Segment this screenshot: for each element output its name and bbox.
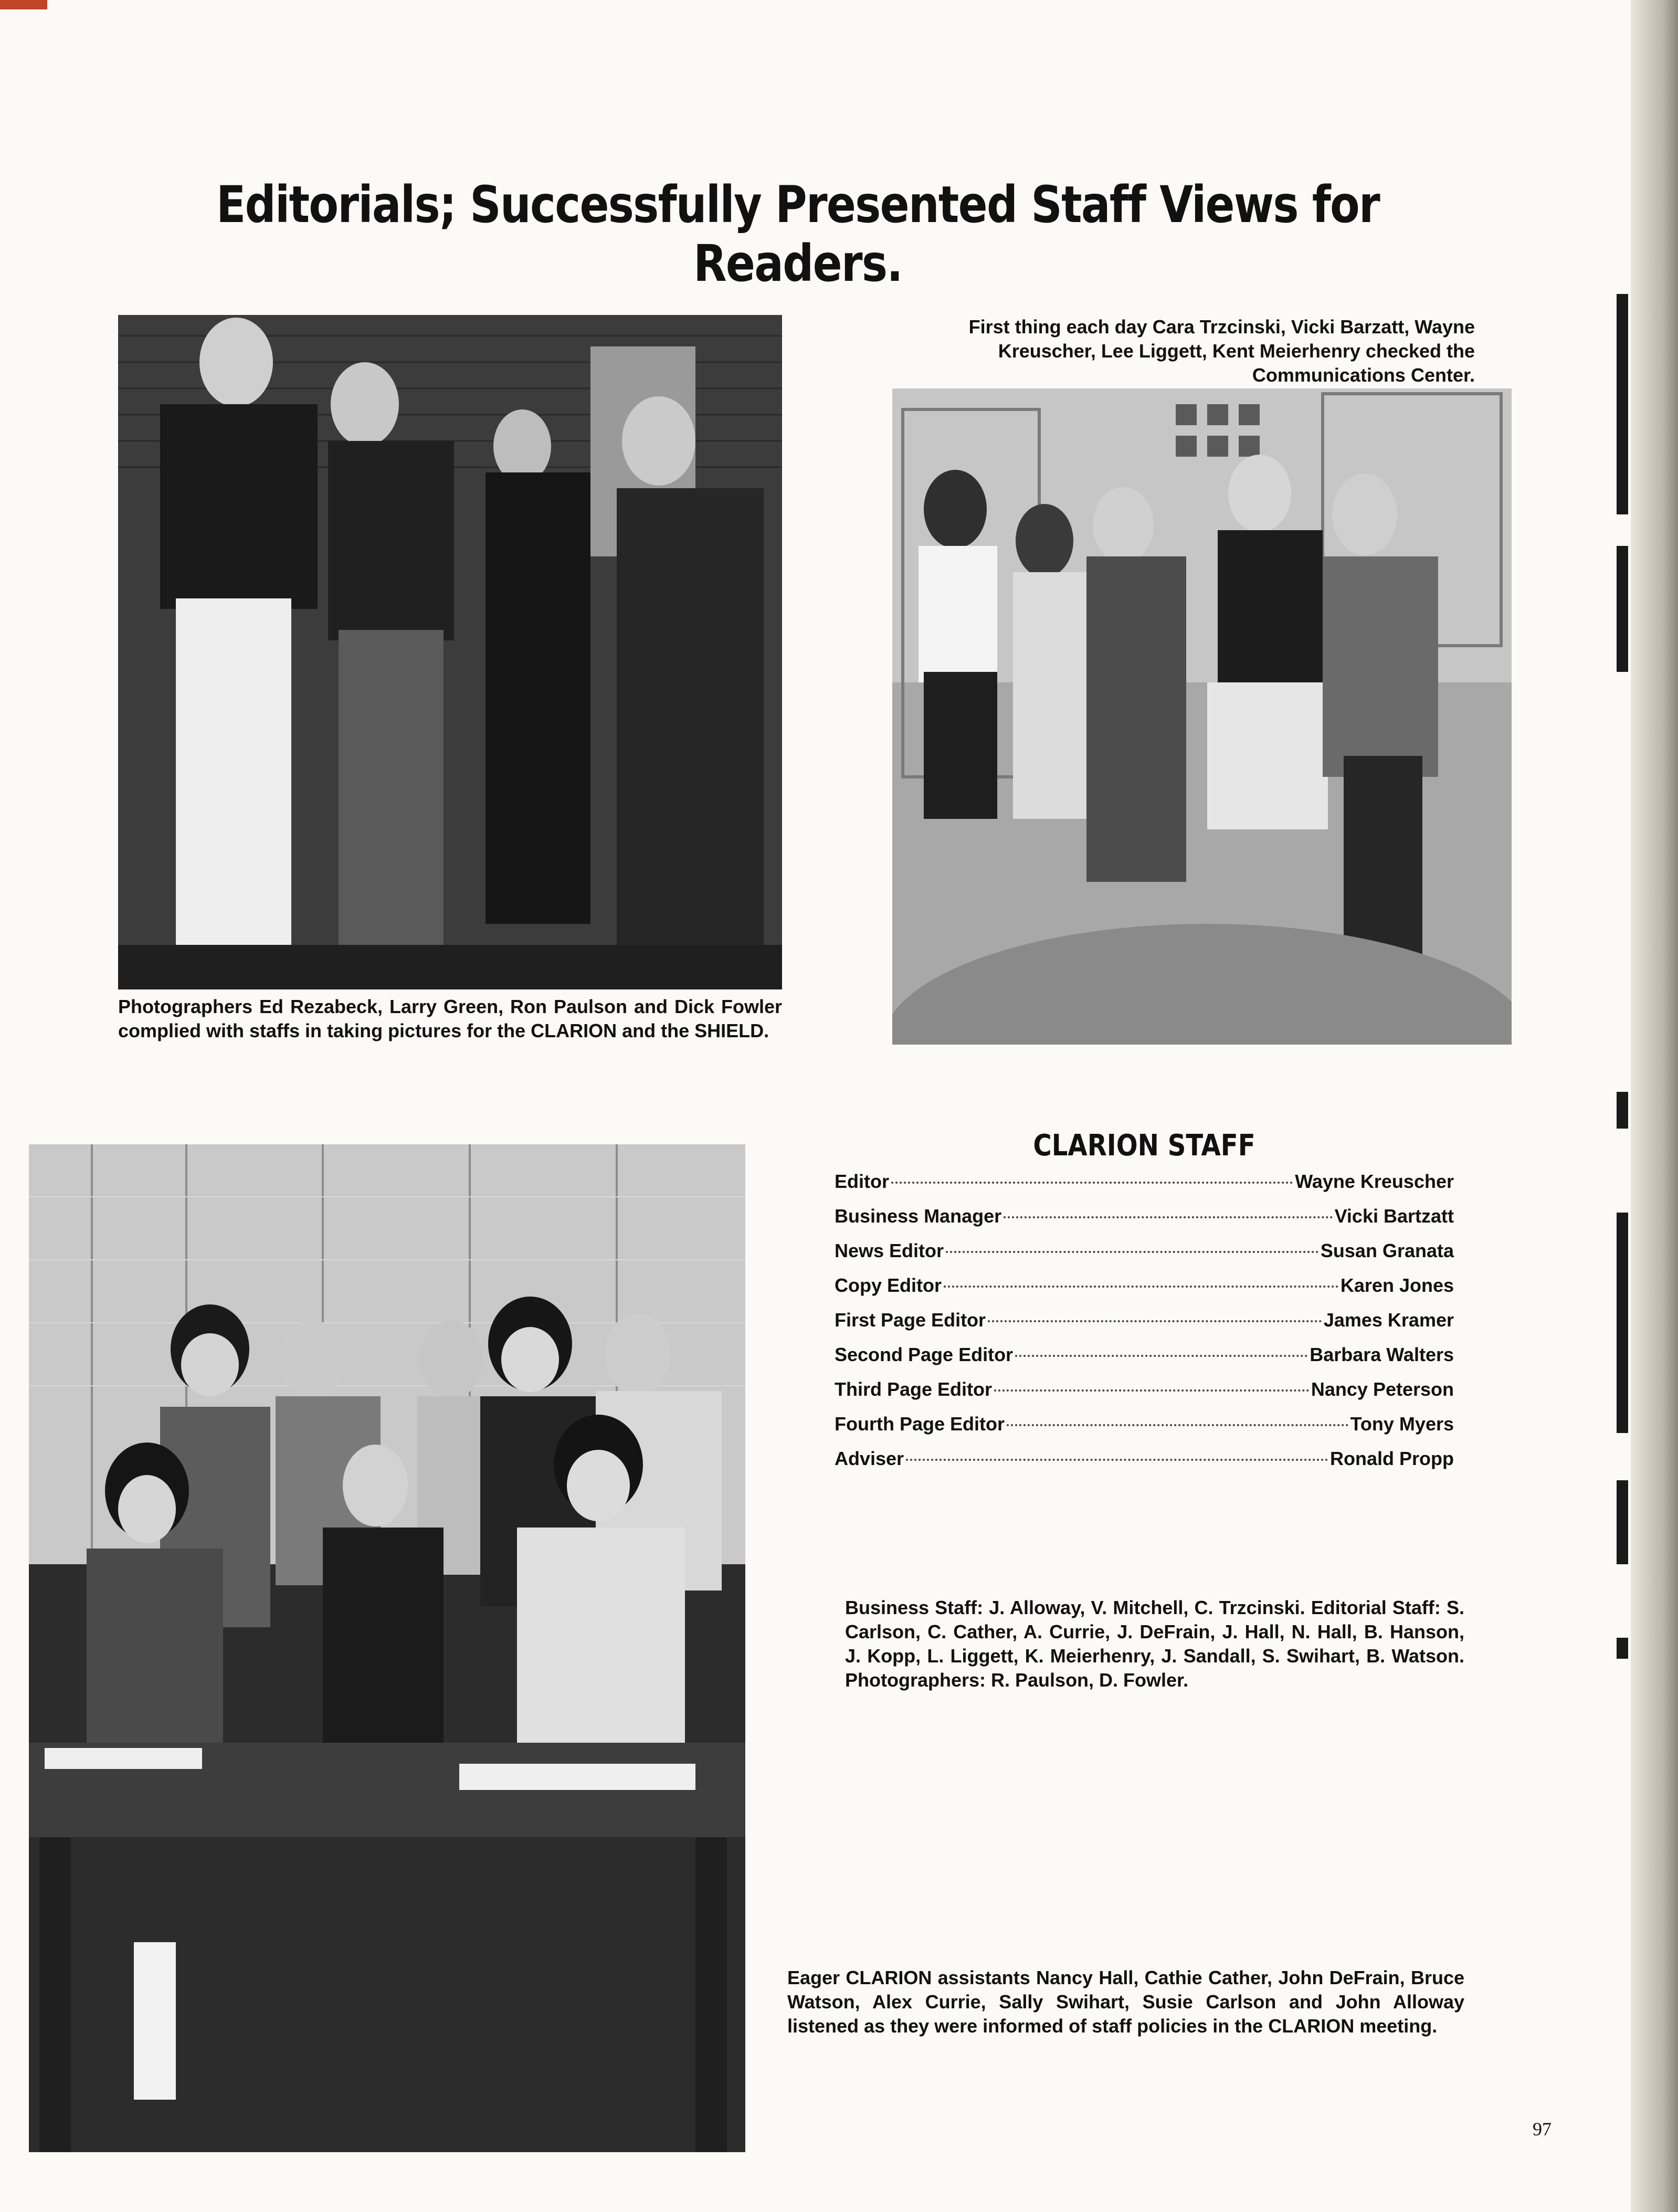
caption-photographers: Photographers Ed Rezabeck, Larry Green, Ron Paulson and Dick Fowler complied with staffs in taking pictures for the CLARION and the SHIELD. bbox=[118, 996, 782, 1041]
staff-name: Vicki Bartzatt bbox=[1334, 1205, 1454, 1227]
staff-row bbox=[835, 1344, 1454, 1378]
leader-dots bbox=[988, 1320, 1322, 1322]
staff-name: Ronald Propp bbox=[1330, 1448, 1454, 1469]
photo-communications bbox=[892, 388, 1512, 1045]
staff-name: Wayne Kreuscher bbox=[1295, 1171, 1454, 1192]
staff-row bbox=[835, 1378, 1454, 1413]
leader-dots bbox=[946, 1251, 1318, 1253]
staff-role: Business Manager bbox=[835, 1205, 1002, 1227]
caption-assistants: Eager CLARION assistants Nancy Hall, Cathie Cather, John DeFrain, Bruce Watson, Alex Currie, Sally Swihart, Susie Carlson and John Alloway listened as they were informed of staff policies in the CLARION meeting. bbox=[787, 1967, 1464, 2037]
staff-row bbox=[835, 1448, 1454, 1482]
staff-role: Editor bbox=[835, 1171, 889, 1192]
staff-name: Susan Granata bbox=[1320, 1240, 1454, 1261]
staff-row bbox=[835, 1171, 1454, 1205]
staff-role: Fourth Page Editor bbox=[835, 1413, 1005, 1435]
leader-dots bbox=[1004, 1216, 1332, 1218]
staff-name: Barbara Walters bbox=[1310, 1344, 1454, 1365]
staff-row bbox=[835, 1413, 1454, 1448]
staff-name: Karen Jones bbox=[1340, 1274, 1454, 1296]
photo-assistants bbox=[29, 1144, 745, 2152]
leader-dots bbox=[1015, 1355, 1307, 1357]
leader-dots bbox=[906, 1459, 1328, 1461]
staff-role: First Page Editor bbox=[835, 1309, 986, 1331]
leader-dots bbox=[1007, 1424, 1348, 1426]
corner-mark bbox=[0, 0, 47, 9]
page-edge bbox=[1631, 0, 1678, 2212]
staff-list bbox=[835, 1171, 1454, 1482]
staff-role: Adviser bbox=[835, 1448, 904, 1469]
staff-name: Nancy Peterson bbox=[1311, 1378, 1454, 1400]
staff-row bbox=[835, 1309, 1454, 1344]
photo-photographers bbox=[118, 315, 782, 989]
staff-name: James Kramer bbox=[1323, 1309, 1454, 1331]
staff-row bbox=[835, 1240, 1454, 1274]
staff-name: Tony Myers bbox=[1350, 1413, 1454, 1435]
headline: Editorials; Successfully Presented Staff Views for Readers. bbox=[216, 175, 1380, 293]
staff-role: News Editor bbox=[835, 1240, 944, 1261]
caption-communications: First thing each day Cara Trzcinski, Vicki Barzatt, Wayne Kreuscher, Lee Liggett, Kent Meierhenry checked the Communications Center. bbox=[968, 316, 1475, 386]
staff-row bbox=[835, 1205, 1454, 1240]
page-number: 97 bbox=[1533, 2119, 1552, 2140]
leader-dots bbox=[994, 1389, 1309, 1392]
binding-marks bbox=[1617, 294, 1628, 2079]
leader-dots bbox=[944, 1286, 1338, 1288]
leader-dots bbox=[891, 1182, 1293, 1184]
staff-title: CLARION STAFF bbox=[1033, 1129, 1255, 1163]
staff-role: Copy Editor bbox=[835, 1274, 942, 1296]
staff-role: Third Page Editor bbox=[835, 1378, 993, 1400]
staff-role: Second Page Editor bbox=[835, 1344, 1014, 1365]
staff-credits: Business Staff: J. Alloway, V. Mitchell, C. Trzcinski. Editorial Staff: S. Carlson, C. Cather, A. Currie, J. DeFrain, J. Hall, N. Hall, B. Hanson, J. Kopp, L. Liggett, K. Meierhenry, J. Sandall, S. Swihart, B. Watson. Photographers: R. Paulson, D. Fowler. bbox=[845, 1597, 1464, 1691]
staff-row bbox=[835, 1274, 1454, 1309]
